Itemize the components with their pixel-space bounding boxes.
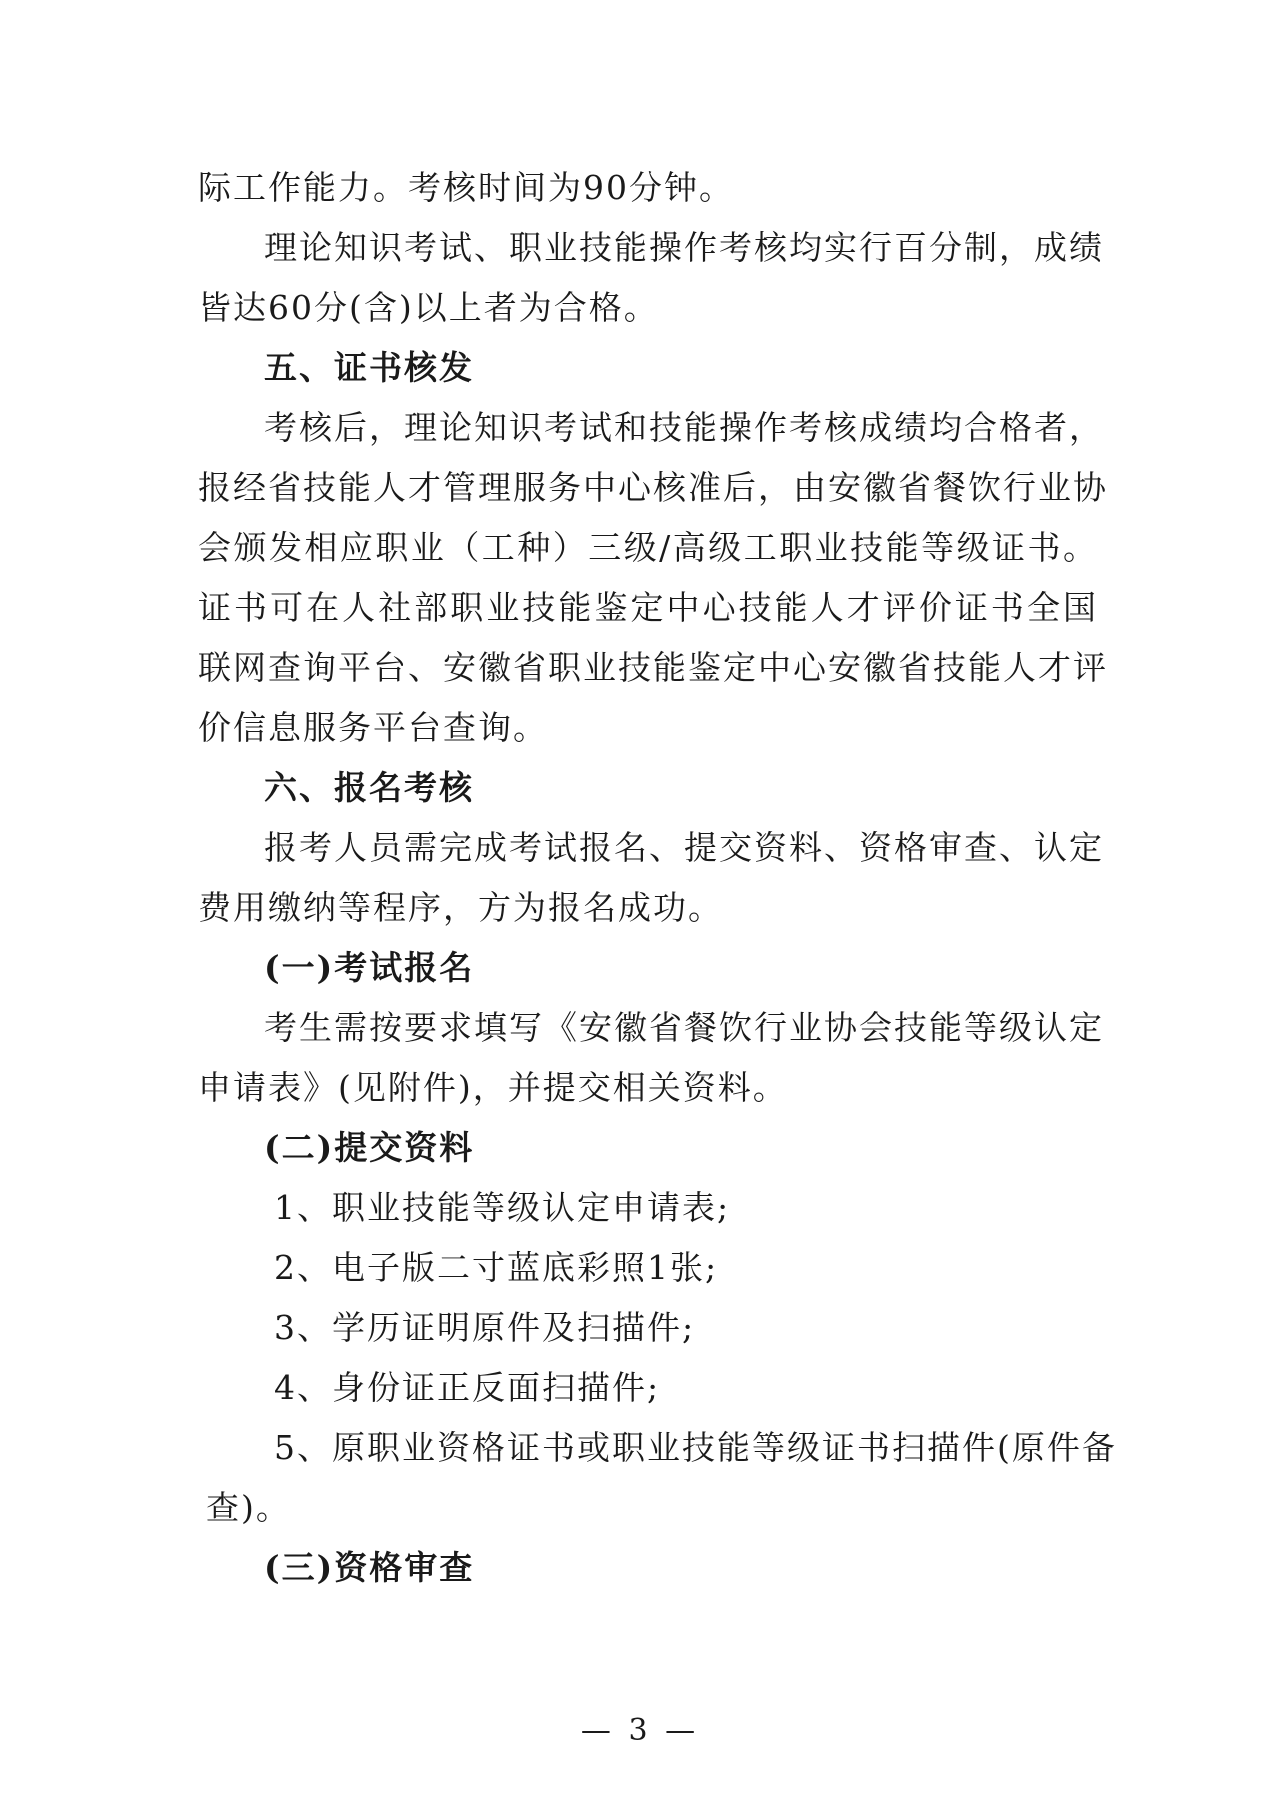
paragraph-line: 报考人员需完成考试报名、提交资料、资格审查、认定: [264, 828, 1104, 867]
subsection-heading: (一)考试报名: [264, 948, 475, 987]
paragraph-line: 申请表》(见附件)，并提交相关资料。: [198, 1068, 788, 1107]
paragraph-line: 价信息服务平台查询。: [198, 708, 548, 747]
paragraph-line: 考生需按要求填写《安徽省餐饮行业协会技能等级认定: [264, 1008, 1104, 1047]
paragraph-line: 费用缴纳等程序，方为报名成功。: [198, 888, 723, 927]
list-item: 2、电子版二寸蓝底彩照1张;: [274, 1248, 719, 1287]
paragraph-line: 际工作能力。考核时间为90分钟。: [198, 168, 734, 207]
list-item: 3、学历证明原件及扫描件;: [274, 1308, 696, 1347]
list-item-continuation: 查)。: [206, 1488, 291, 1527]
paragraph-line: 皆达60分(含)以上者为合格。: [198, 288, 659, 327]
paragraph-line: 证书可在人社部职业技能鉴定中心技能人才评价证书全国: [198, 588, 1098, 627]
section-heading: 五、证书核发: [264, 348, 474, 387]
paragraph-line: 联网查询平台、安徽省职业技能鉴定中心安徽省技能人才评: [198, 648, 1108, 687]
paragraph-line: 考核后，理论知识考试和技能操作考核成绩均合格者，: [264, 408, 1104, 447]
paragraph-line: 报经省技能人才管理服务中心核准后，由安徽省餐饮行业协: [198, 468, 1108, 507]
page-number: — 3 —: [580, 1713, 700, 1748]
subsection-heading: (二)提交资料: [264, 1128, 475, 1167]
subsection-heading: (三)资格审查: [264, 1548, 475, 1587]
section-heading: 六、报名考核: [264, 768, 474, 807]
list-item: 4、身份证正反面扫描件;: [274, 1368, 661, 1407]
list-item: 1、职业技能等级认定申请表;: [274, 1188, 731, 1227]
paragraph-line: 会颁发相应职业（工种）三级/高级工职业技能等级证书。: [198, 528, 1098, 567]
paragraph-line: 理论知识考试、职业技能操作考核均实行百分制，成绩: [264, 228, 1104, 267]
list-item: 5、原职业资格证书或职业技能等级证书扫描件(原件备: [274, 1428, 1117, 1467]
